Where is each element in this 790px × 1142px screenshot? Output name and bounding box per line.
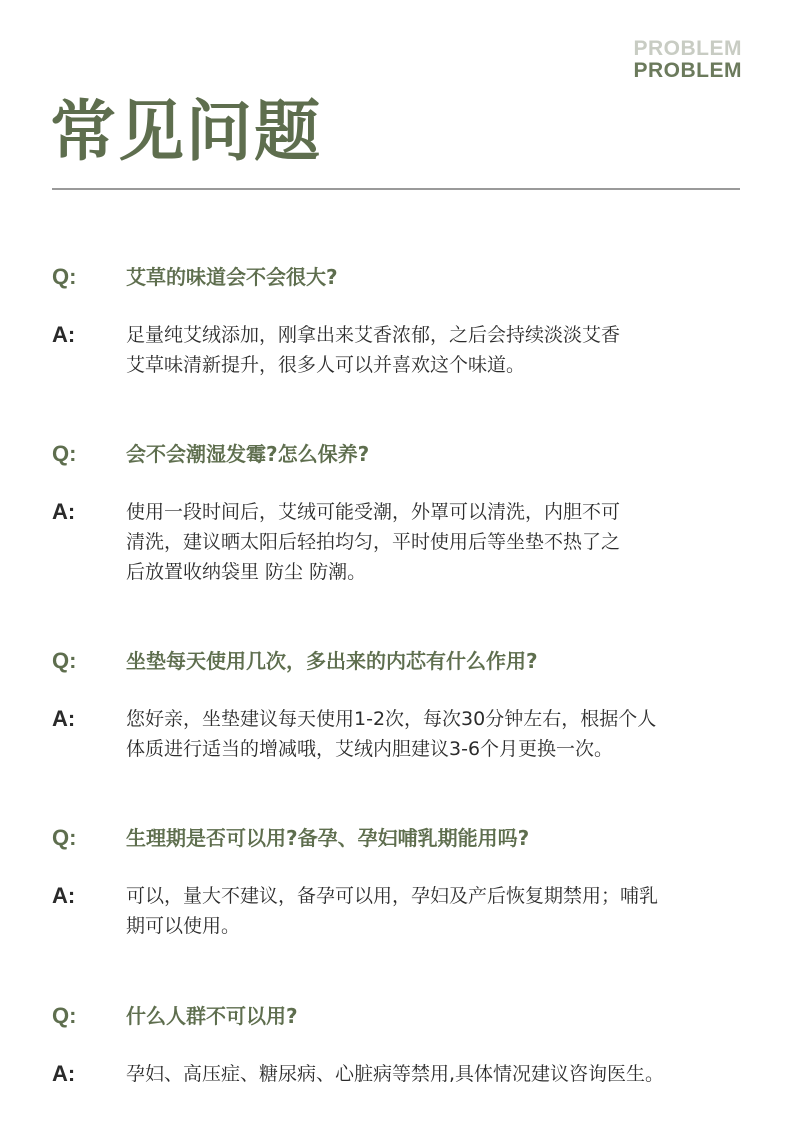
answer-line: 期可以使用。	[126, 915, 241, 937]
answer-label: A:	[52, 1061, 76, 1086]
question-text: 什么人群不可以用?	[126, 1004, 298, 1028]
answer-text	[126, 1059, 746, 1089]
answer-line: 艾草味清新提升，很多人可以并喜欢这个味道。	[126, 354, 526, 376]
answer-text	[126, 320, 746, 380]
question-label: Q:	[52, 1003, 77, 1028]
page-title: 常见问题	[50, 93, 322, 170]
question-label: Q:	[52, 648, 77, 673]
question-text: 坐垫每天使用几次，多出来的内芯有什么作用?	[126, 649, 538, 673]
answer-label: A:	[52, 706, 76, 731]
answer-line: 您好亲，坐垫建议每天使用1-2次，每次30分钟左右，根据个人	[126, 708, 657, 730]
english-heading-dark: PROBLEM	[633, 59, 742, 82]
answer-line: 足量纯艾绒添加，刚拿出来艾香浓郁，之后会持续淡淡艾香	[126, 324, 621, 346]
question-text: 会不会潮湿发霉?怎么保养?	[126, 442, 370, 466]
answer-line: 体质进行适当的增减哦，艾绒内胆建议3-6个月更换一次。	[126, 738, 614, 760]
question-label: Q:	[52, 264, 77, 289]
english-heading-light: PROBLEM	[633, 37, 742, 60]
answer-text	[126, 497, 746, 587]
question-text: 生理期是否可以用?备孕、孕妇哺乳期能用吗?	[126, 826, 530, 850]
question-label: Q:	[52, 441, 77, 466]
answer-text	[126, 704, 746, 764]
answer-label: A:	[52, 499, 76, 524]
answer-line: 孕妇、高压症、糖尿病、心脏病等禁用,具体情况建议咨询医生。	[126, 1063, 665, 1085]
answer-line: 后放置收纳袋里 防尘 防潮。	[126, 561, 367, 583]
answer-line: 清洗，建议晒太阳后轻拍均匀，平时使用后等坐垫不热了之	[126, 531, 621, 553]
question-label: Q:	[52, 825, 77, 850]
answer-line: 使用一段时间后，艾绒可能受潮，外罩可以清洗，内胆不可	[126, 501, 621, 523]
answer-line: 可以，量大不建议，备孕可以用，孕妇及产后恢复期禁用；哺乳	[126, 885, 659, 907]
question-text: 艾草的味道会不会很大?	[126, 265, 338, 289]
answer-label: A:	[52, 883, 76, 908]
answer-text	[126, 881, 746, 941]
english-heading-tag	[634, 38, 743, 82]
answer-label: A:	[52, 322, 76, 347]
title-divider	[52, 188, 740, 190]
